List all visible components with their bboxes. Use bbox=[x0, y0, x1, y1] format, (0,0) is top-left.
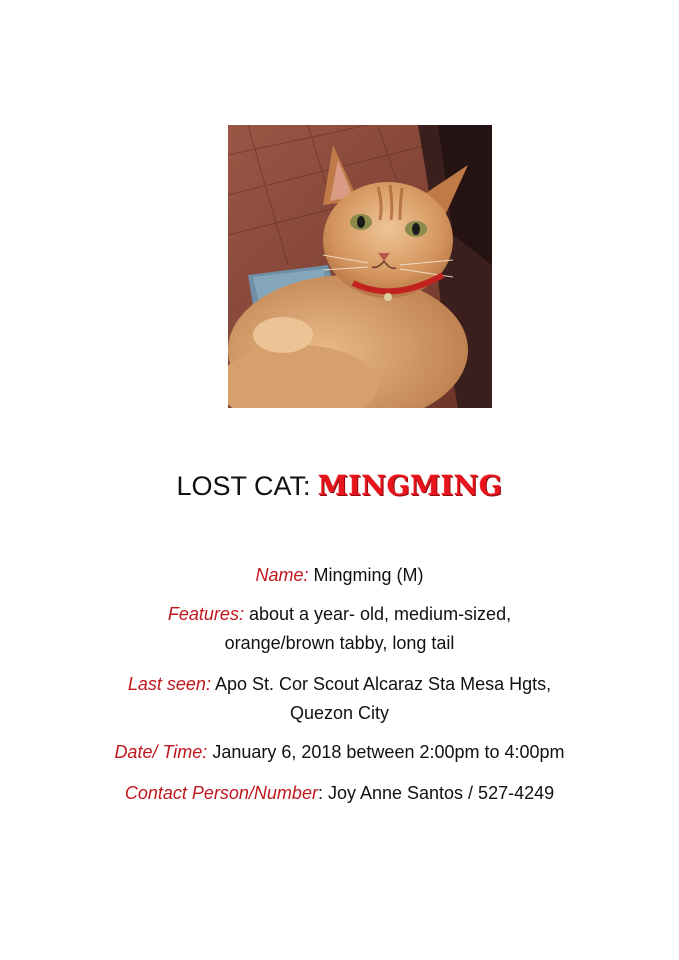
detail-last-seen bbox=[0, 670, 679, 698]
detail-name-value: Mingming (M) bbox=[308, 565, 424, 585]
headline bbox=[0, 468, 679, 505]
detail-features bbox=[0, 600, 679, 628]
detail-contact-label: Contact Person/Number bbox=[124, 783, 318, 803]
detail-features-value-line2: orange/brown tabby, long tail bbox=[224, 633, 455, 653]
detail-name-label: Name: bbox=[255, 565, 309, 585]
headline-prefix: LOST CAT: bbox=[176, 471, 319, 501]
detail-features-label: Features: bbox=[167, 604, 244, 624]
detail-name bbox=[0, 561, 679, 589]
cat-photo bbox=[228, 125, 492, 408]
cat-photo-icon bbox=[228, 125, 492, 408]
detail-date-time-label: Date/ Time: bbox=[114, 742, 208, 762]
headline-cat-name: MINGMING bbox=[318, 471, 503, 502]
detail-last-seen-label: Last seen: bbox=[127, 674, 211, 694]
detail-features-line2 bbox=[0, 629, 679, 657]
detail-last-seen-line2 bbox=[0, 699, 679, 727]
detail-last-seen-value-line2: Quezon City bbox=[289, 703, 390, 723]
detail-contact bbox=[0, 779, 679, 807]
detail-features-value-line1: about a year- old, medium-sized, bbox=[243, 604, 512, 624]
detail-date-time bbox=[0, 738, 679, 766]
detail-contact-value: : Joy Anne Santos / 527-4249 bbox=[317, 783, 555, 803]
detail-last-seen-value-line1: Apo St. Cor Scout Alcaraz Sta Mesa Hgts, bbox=[210, 674, 552, 694]
detail-date-time-value: January 6, 2018 between 2:00pm to 4:00pm bbox=[207, 742, 565, 762]
